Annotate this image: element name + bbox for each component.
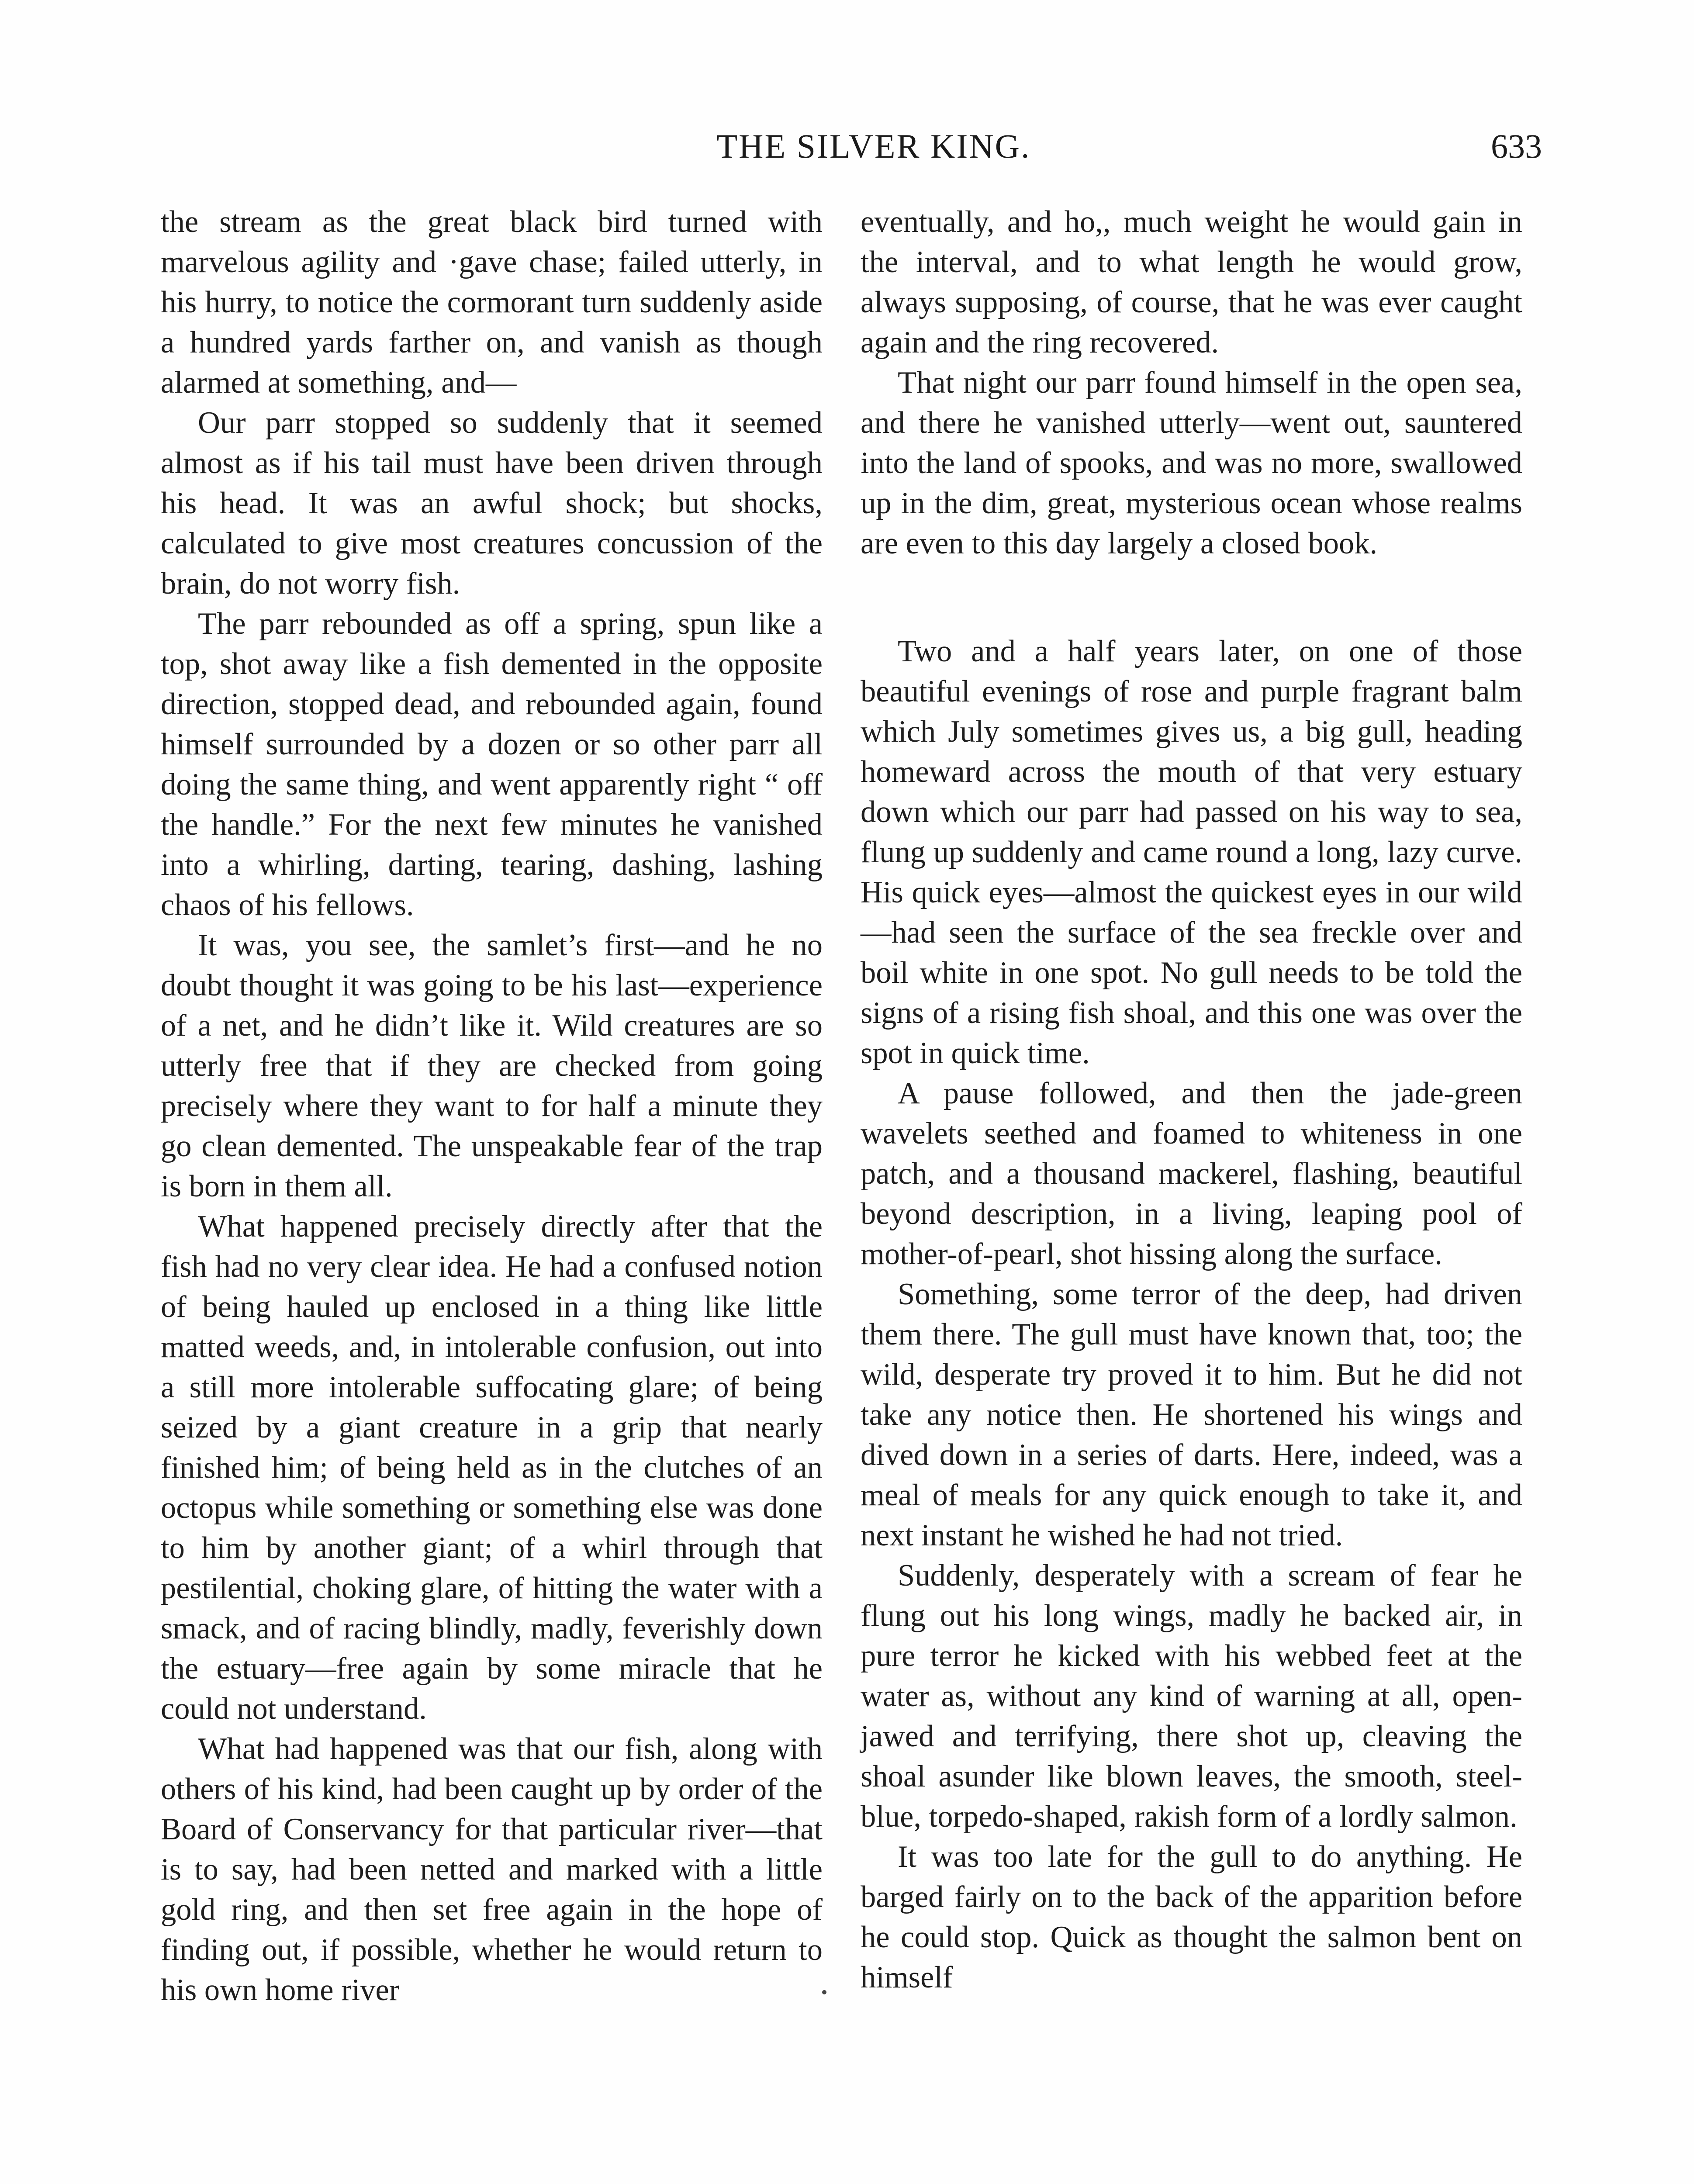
paragraph: What had happened was that our fish, along with others of his kind, had been caught up by order of the Board of Conservancy for that particular river—that is to say, had been netted and marked with a little gold ring, and then set free again in the hope of finding out, if possible, whether he would return to his own home river — [161, 1732, 823, 2007]
paragraph: eventually, and ho,, much weight he would gain in the interval, and to what length he would grow, always supposing, of course, that he was ever caught again and the ring recovered. — [861, 205, 1522, 359]
paragraph: What happened precisely directly after that the fish had no very clear idea. He had a confused notion of being hauled up enclosed in a thing like little matted weeds, and, in intolerable confusion, out into a still more intolerable suffocating glare; of being seized by a giant creature in a grip that nearly finished him; of being held as in the clutches of an octopus while something or something else was done to him by another giant; of a whirl through that pestilential, choking glare, of hitting the water with a smack, and of racing blindly, madly, feverishly down the estuary—free again by some miracle that he could not understand. — [161, 1209, 823, 1726]
page-number: 633 — [1491, 127, 1542, 165]
section-break — [861, 563, 1522, 631]
paragraph: It was, you see, the samlet’s first—and he no doubt thought it was going to be his last—experience of a net, and he didn’t like it. Wild creatures are so utterly free that if they are checked from going precisely where they want to for half a minute they go clean demented. The unspeakable fear of the trap is born in them all. — [161, 928, 823, 1203]
paragraph: It was too late for the gull to do anything. He barged fairly on to the back of the apparition before he could stop. Quick as thought the salmon bent on himself — [861, 1840, 1522, 1994]
right-column — [861, 202, 1522, 1997]
page-header — [0, 127, 1694, 175]
left-column — [161, 202, 823, 2010]
paragraph: Two and a half years later, on one of those beautiful evenings of rose and purple fragrant balm which July sometimes gives us, a big gull, heading homeward across the mouth of that very estuary down which our parr had passed on his way to sea, flung up suddenly and came round a long, lazy curve. His quick eyes—almost the quickest eyes in our wild—had seen the surface of the sea freckle over and boil white in one spot. No gull needs to be told the signs of a rising fish shoal, and this one was over the spot in quick time. — [861, 634, 1522, 1070]
paragraph: the stream as the great black bird turned with marvelous agility and ·gave chase; failed utterly, in his hurry, to notice the cormorant turn suddenly aside a hundred yards farther on, and vanish as though alarmed at something, and— — [161, 205, 823, 400]
paragraph: Our parr stopped so suddenly that it seemed almost as if his tail must have been driven through his head. It was an awful shock; but shocks, calculated to give most creatures concussion of the brain, do not worry fish. — [161, 406, 823, 601]
paragraph: A pause followed, and then the jade-green wavelets seethed and foamed to whiteness in one patch, and a thousand mackerel, flashing, beautiful beyond description, in a living, leaping pool of mother-of-pearl, shot hissing along the surface. — [861, 1076, 1522, 1271]
paragraph: The parr rebounded as off a spring, spun like a top, shot away like a fish demented in the opposite direction, stopped dead, and rebounded again, found himself surrounded by a dozen or so other parr all doing the same thing, and went apparently right “ off the handle.” For the next few minutes he vanished into a whirling, darting, tearing, dashing, lashing chaos of his fellows. — [161, 607, 823, 922]
paragraph: That night our parr found himself in the open sea, and there he vanished utterly—went out, sauntered into the land of spooks, and was no more, swallowed up in the dim, great, mysterious ocean whose realms are even to this day largely a closed book. — [861, 366, 1522, 560]
paragraph: Something, some terror of the deep, had driven them there. The gull must have known that, too; the wild, desperate try proved it to him. But he did not take any notice then. He shortened his wings and dived down in a series of darts. Here, indeed, was a meal of meals for any quick enough to take it, and next instant he wished he had not tried. — [861, 1277, 1522, 1552]
print-speck — [822, 1990, 826, 1994]
paragraph: Suddenly, desperately with a scream of fear he flung out his long wings, madly he backed air, in pure terror he kicked with his webbed feet at the water as, without any kind of warning at all, open-jawed and terrifying, there shot up, cleaving the shoal asunder like blown leaves, the smooth, steel-blue, torpedo-shaped, rakish form of a lordly salmon. — [861, 1559, 1522, 1834]
running-title: THE SILVER KING. — [716, 127, 1031, 165]
